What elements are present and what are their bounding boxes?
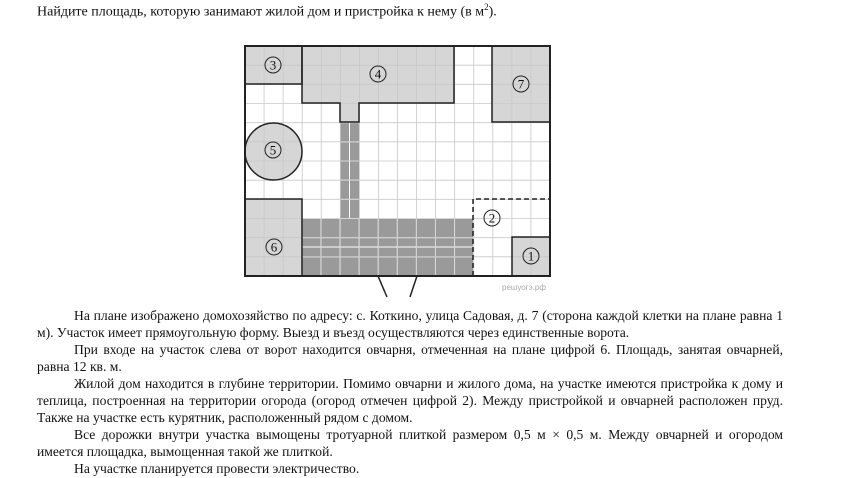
svg-text:3: 3 (269, 57, 277, 73)
paragraph: На плане изображено домохозяйство по адресу: с. Коткино, улица Садовая, д. 7 (сторона каждой клетки на плане равна 1 м). Участок имеет прямоугольную форму. Выезд и въезд осуществляются через единственные ворота. (37, 308, 783, 340)
svg-text:5: 5 (269, 142, 277, 158)
svg-text:1: 1 (527, 248, 535, 264)
question-end: ). (488, 4, 497, 20)
question-text: Найдите площадь, которую занимают жилой дом и пристройка к нему (в м (37, 4, 485, 20)
question-sup: 2 (484, 2, 489, 12)
watermark: решуогэ.рф (502, 283, 546, 292)
svg-text:2: 2 (488, 210, 496, 226)
paragraph: На участке планируется провести электричество. (74, 461, 360, 476)
svg-text:6: 6 (270, 239, 278, 255)
svg-text:7: 7 (517, 76, 525, 92)
paragraph: При входе на участок слева от ворот находится овчарня, отмеченная на плане цифрой 6. Площадь, занятая овчарней, равна 12 кв. м. (37, 342, 783, 374)
label-2 (484, 210, 500, 226)
paragraph: Все дорожки внутри участка вымощены тротуарной плиткой размером 0,5 м × 0,5 м. Между овчарней и огородом имеется площадка, вымощенная такой же плиткой. (37, 427, 783, 459)
problem-text (37, 307, 783, 477)
paragraph: Жилой дом находится в глубине территории. Помимо овчарни и жилого дома, на участке имеются пристройка к дому и теплица, построенная на территории огорода (огород отмечен цифрой 2). Между пристройкой и овчарней расположен пруд. Также на участке есть курятник, расположенный рядом с домом. (37, 376, 783, 425)
svg-text:4: 4 (374, 66, 382, 82)
